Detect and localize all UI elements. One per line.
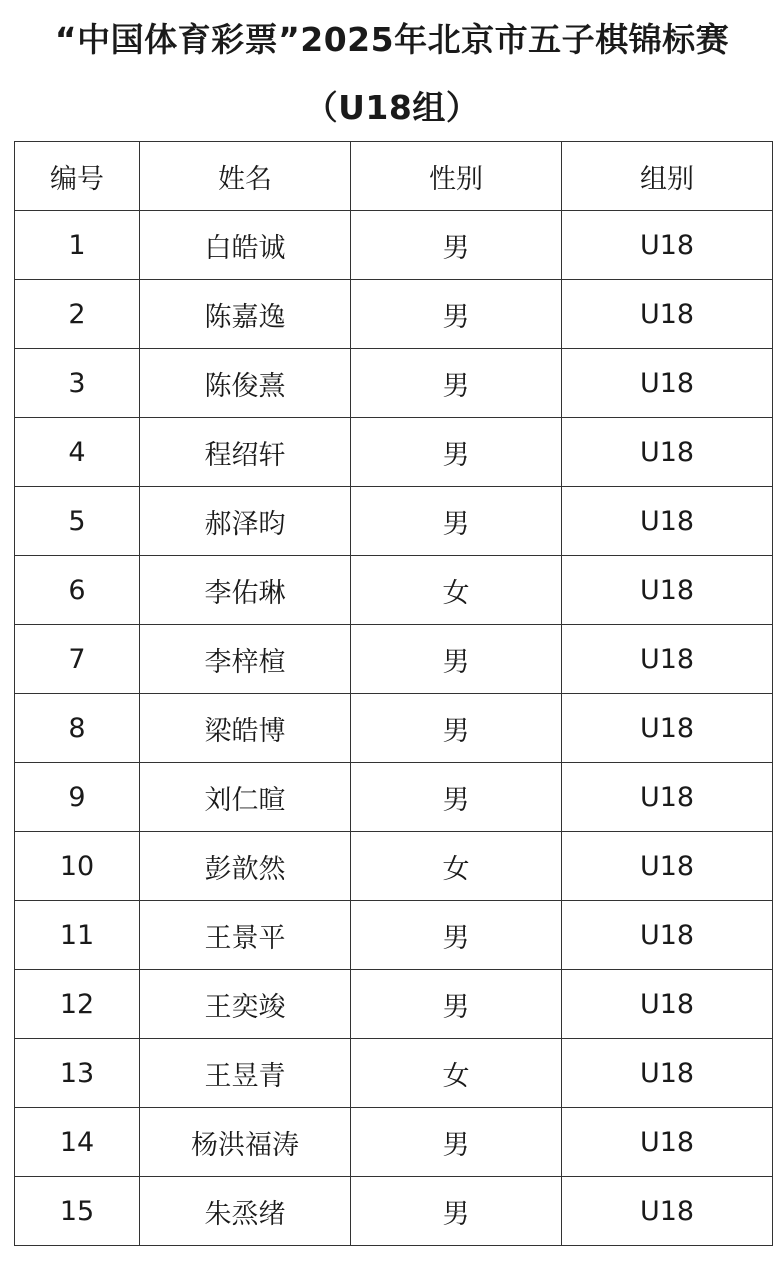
- cell-number: 5: [15, 487, 140, 556]
- header-gender: 性别: [351, 142, 562, 211]
- table-row: [15, 832, 773, 901]
- cell-name: 陈俊熹: [140, 349, 351, 418]
- cell-group: U18: [562, 349, 773, 418]
- cell-gender: 男: [351, 418, 562, 487]
- cell-name: 白皓诚: [140, 211, 351, 280]
- cell-number: 6: [15, 556, 140, 625]
- table-row: [15, 901, 773, 970]
- cell-name: 朱烝绪: [140, 1177, 351, 1246]
- cell-gender: 男: [351, 970, 562, 1039]
- table-row: [15, 625, 773, 694]
- cell-gender: 男: [351, 280, 562, 349]
- cell-group: U18: [562, 763, 773, 832]
- table-row: [15, 970, 773, 1039]
- cell-group: U18: [562, 1108, 773, 1177]
- cell-gender: 男: [351, 694, 562, 763]
- cell-group: U18: [562, 832, 773, 901]
- table-header-row: [15, 142, 773, 211]
- cell-group: U18: [562, 970, 773, 1039]
- document-title: “中国体育彩票”2025年北京市五子棋锦标赛: [54, 20, 730, 59]
- cell-name: 梁皓博: [140, 694, 351, 763]
- cell-number: 13: [15, 1039, 140, 1108]
- roster-table: [14, 141, 773, 1246]
- header-group: 组别: [562, 142, 773, 211]
- cell-number: 3: [15, 349, 140, 418]
- header-number: 编号: [15, 142, 140, 211]
- cell-name: 王景平: [140, 901, 351, 970]
- table-body: [15, 211, 773, 1246]
- cell-number: 4: [15, 418, 140, 487]
- table-row: [15, 487, 773, 556]
- cell-gender: 女: [351, 1039, 562, 1108]
- cell-gender: 男: [351, 349, 562, 418]
- table-row: [15, 694, 773, 763]
- table-row: [15, 1039, 773, 1108]
- table-row: [15, 1177, 773, 1246]
- cell-group: U18: [562, 487, 773, 556]
- cell-number: 15: [15, 1177, 140, 1246]
- cell-gender: 男: [351, 625, 562, 694]
- cell-name: 郝泽昀: [140, 487, 351, 556]
- cell-number: 8: [15, 694, 140, 763]
- cell-gender: 女: [351, 556, 562, 625]
- cell-group: U18: [562, 280, 773, 349]
- cell-number: 12: [15, 970, 140, 1039]
- cell-gender: 男: [351, 211, 562, 280]
- cell-gender: 男: [351, 901, 562, 970]
- cell-number: 7: [15, 625, 140, 694]
- cell-name: 王昱青: [140, 1039, 351, 1108]
- cell-number: 14: [15, 1108, 140, 1177]
- cell-number: 9: [15, 763, 140, 832]
- table-row: [15, 556, 773, 625]
- cell-group: U18: [562, 556, 773, 625]
- cell-name: 刘仁暄: [140, 763, 351, 832]
- cell-number: 10: [15, 832, 140, 901]
- cell-group: U18: [562, 625, 773, 694]
- table-row: [15, 1108, 773, 1177]
- cell-name: 王奕竣: [140, 970, 351, 1039]
- cell-name: 李佑琳: [140, 556, 351, 625]
- document-subtitle: （U18组）: [304, 88, 480, 127]
- cell-gender: 男: [351, 487, 562, 556]
- table-row: [15, 418, 773, 487]
- cell-gender: 男: [351, 1177, 562, 1246]
- cell-name: 杨洪福涛: [140, 1108, 351, 1177]
- cell-group: U18: [562, 1039, 773, 1108]
- header-name: 姓名: [140, 142, 351, 211]
- cell-gender: 男: [351, 1108, 562, 1177]
- cell-name: 程绍轩: [140, 418, 351, 487]
- cell-name: 李梓楦: [140, 625, 351, 694]
- cell-number: 1: [15, 211, 140, 280]
- cell-gender: 男: [351, 763, 562, 832]
- cell-name: 彭歆然: [140, 832, 351, 901]
- cell-number: 2: [15, 280, 140, 349]
- cell-group: U18: [562, 694, 773, 763]
- cell-group: U18: [562, 211, 773, 280]
- table-row: [15, 763, 773, 832]
- table-row: [15, 349, 773, 418]
- cell-group: U18: [562, 418, 773, 487]
- table-row: [15, 280, 773, 349]
- cell-group: U18: [562, 901, 773, 970]
- cell-name: 陈嘉逸: [140, 280, 351, 349]
- cell-group: U18: [562, 1177, 773, 1246]
- cell-number: 11: [15, 901, 140, 970]
- table-row: [15, 211, 773, 280]
- cell-gender: 女: [351, 832, 562, 901]
